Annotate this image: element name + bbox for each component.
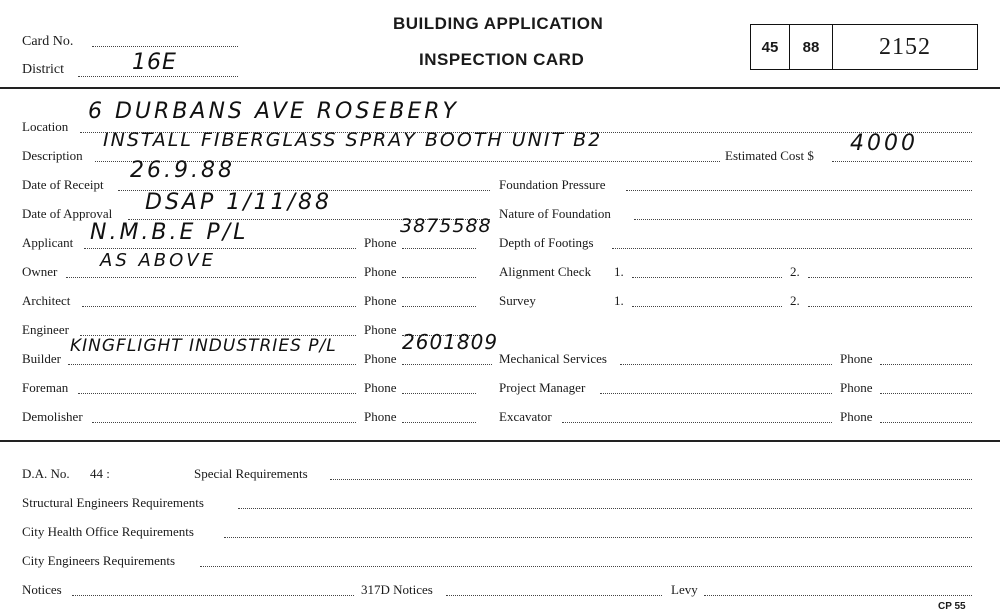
date-of-receipt-label: Date of Receipt (22, 177, 104, 192)
project-manager-line[interactable] (600, 393, 832, 394)
demolisher-line[interactable] (92, 422, 356, 423)
nature-of-foundation-label: Nature of Foundation (499, 206, 611, 221)
da-no-label: D.A. No. (22, 466, 70, 481)
depth-of-footings-label: Depth of Footings (499, 235, 594, 250)
builder-phone-label: Phone (364, 351, 397, 366)
foundation-pressure-label: Foundation Pressure (499, 177, 606, 192)
estimated-cost-line[interactable] (832, 161, 972, 162)
project-manager-phone-line[interactable] (880, 393, 972, 394)
applicant-phone-label: Phone (364, 235, 397, 250)
ref-box-2: 88 (790, 25, 833, 69)
form-title-line2: INSPECTION CARD (419, 50, 585, 69)
applicant-value: N.M.B.E P/L (90, 220, 249, 245)
excavator-line[interactable] (562, 422, 832, 423)
foreman-label: Foreman (22, 380, 69, 395)
location-value: 6 DURBANS AVE ROSEBERY (88, 99, 459, 124)
district-line[interactable] (78, 76, 238, 77)
builder-phone-line[interactable] (402, 364, 492, 365)
estimated-cost-value: 4000 (850, 131, 918, 156)
levy-label: Levy (671, 582, 698, 597)
ref-box-3: 2152 (879, 33, 931, 60)
mechanical-services-line[interactable] (620, 364, 832, 365)
mechanical-services-phone-label: Phone (840, 351, 873, 366)
survey-num2: 2. (790, 293, 800, 308)
alignment-check-label: Alignment Check (499, 264, 592, 279)
notices-line[interactable] (72, 595, 354, 596)
demolisher-label: Demolisher (22, 409, 83, 424)
owner-line[interactable] (66, 277, 356, 278)
foundation-pressure-line[interactable] (626, 190, 972, 191)
alignment-check-line-1[interactable] (632, 277, 782, 278)
foreman-phone-label: Phone (364, 380, 397, 395)
special-requirements-label: Special Requirements (194, 466, 308, 481)
project-manager-phone-label: Phone (840, 380, 873, 395)
location-label: Location (22, 119, 69, 134)
city-engineers-line[interactable] (200, 566, 972, 567)
applicant-label: Applicant (22, 235, 74, 250)
mechanical-services-phone-line[interactable] (880, 364, 972, 365)
alignment-check-line-2[interactable] (808, 277, 972, 278)
header-divider (0, 87, 1000, 89)
mechanical-services-label: Mechanical Services (499, 351, 607, 366)
architect-phone-line[interactable] (402, 306, 476, 307)
builder-label: Builder (22, 351, 61, 366)
applicant-line[interactable] (84, 248, 356, 249)
depth-of-footings-line[interactable] (612, 248, 972, 249)
applicant-phone-line[interactable] (402, 248, 476, 249)
architect-phone-label: Phone (364, 293, 397, 308)
description-label: Description (22, 148, 83, 163)
structural-engineers-line[interactable] (238, 508, 972, 509)
owner-value: AS ABOVE (100, 250, 216, 271)
city-health-line[interactable] (224, 537, 972, 538)
form-code: CP 55 (938, 601, 966, 612)
excavator-label: Excavator (499, 409, 552, 424)
survey-label: Survey (499, 293, 536, 308)
date-of-approval-value: DSAP 1/11/88 (145, 190, 333, 215)
ref-box-1: 45 (751, 25, 790, 69)
notices-317d-line[interactable] (446, 595, 662, 596)
card-no-line[interactable] (92, 46, 238, 47)
estimated-cost-label: Estimated Cost $ (725, 148, 814, 163)
excavator-phone-line[interactable] (880, 422, 972, 423)
alignment-check-num2: 2. (790, 264, 800, 279)
description-value: INSTALL FIBERGLASS SPRAY BOOTH UNIT B2 (103, 129, 603, 151)
owner-label: Owner (22, 264, 58, 279)
city-health-label: City Health Office Requirements (22, 524, 194, 539)
foreman-line[interactable] (78, 393, 356, 394)
survey-line-2[interactable] (808, 306, 972, 307)
demolisher-phone-line[interactable] (402, 422, 476, 423)
special-requirements-line[interactable] (330, 479, 972, 480)
owner-phone-label: Phone (364, 264, 397, 279)
builder-line[interactable] (68, 364, 356, 365)
date-of-approval-label: Date of Approval (22, 206, 113, 221)
architect-line[interactable] (82, 306, 356, 307)
city-engineers-label: City Engineers Requirements (22, 553, 176, 568)
notices-317d-label: 317D Notices (361, 582, 433, 597)
levy-line[interactable] (704, 595, 972, 596)
nature-of-foundation-line[interactable] (634, 219, 972, 220)
applicant-phone-value: 3875588 (400, 215, 492, 237)
survey-num1: 1. (614, 293, 624, 308)
da-no-value: 44 : (90, 466, 110, 481)
middle-divider (0, 440, 1000, 442)
builder-phone-value: 2601809 (402, 330, 499, 354)
architect-label: Architect (22, 293, 71, 308)
survey-line-1[interactable] (632, 306, 782, 307)
notices-label: Notices (22, 582, 62, 597)
form-title-line1: BUILDING APPLICATION (393, 14, 604, 33)
district-value: 16E (132, 50, 177, 75)
builder-value: KINGFLIGHT INDUSTRIES P/L (70, 336, 337, 356)
engineer-phone-label: Phone (364, 322, 397, 337)
foreman-phone-line[interactable] (402, 393, 476, 394)
alignment-check-num1: 1. (614, 264, 624, 279)
excavator-phone-label: Phone (840, 409, 873, 424)
district-label: District (22, 62, 64, 77)
structural-engineers-label: Structural Engineers Requirements (22, 495, 204, 510)
owner-phone-line[interactable] (402, 277, 476, 278)
date-of-receipt-value: 26.9.88 (130, 158, 235, 183)
card-no-label: Card No. (22, 34, 74, 49)
project-manager-label: Project Manager (499, 380, 586, 395)
engineer-label: Engineer (22, 322, 69, 337)
demolisher-phone-label: Phone (364, 409, 397, 424)
reference-number-boxes (750, 24, 978, 70)
